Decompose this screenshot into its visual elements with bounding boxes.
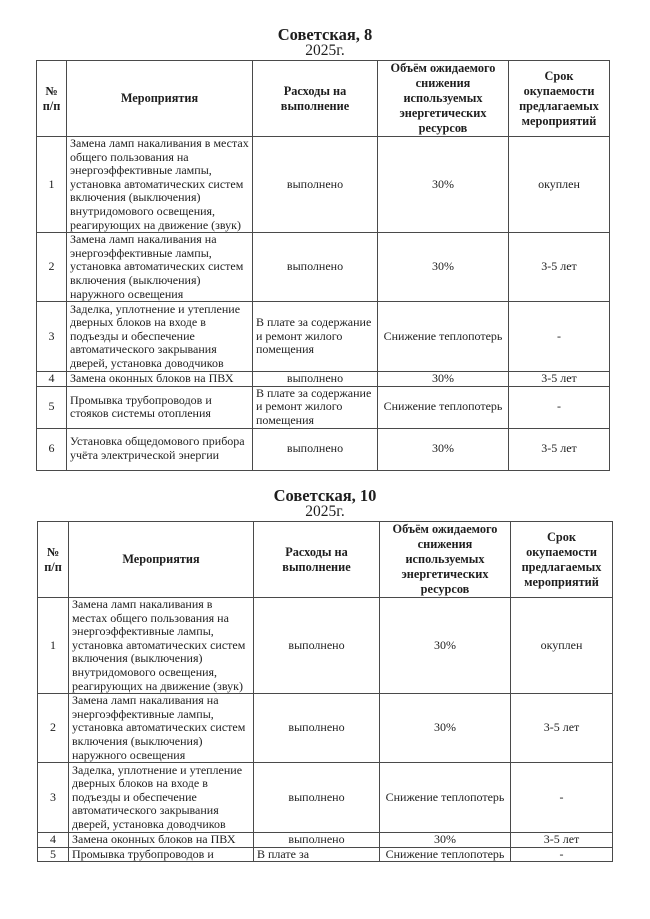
- row-reduction: Снижение теплопотерь: [380, 847, 511, 862]
- row-reduction: 30%: [378, 137, 509, 233]
- table-row: [38, 847, 613, 862]
- section-title: Советская, 8: [277, 25, 373, 44]
- row-cost: выполнено: [254, 694, 380, 763]
- row-cost: выполнено: [254, 763, 380, 833]
- row-payback: -: [511, 847, 613, 862]
- row-payback: -: [511, 763, 613, 833]
- row-measure: Заделка, уплотнение и утепление дверных блоков на входе в подъезды и обеспечение автоматического закрывания дверей, установка доводчиков: [69, 763, 254, 833]
- header-num: № п/п: [37, 61, 67, 137]
- row-reduction: 30%: [378, 428, 509, 470]
- header-measures: Мероприятия: [69, 522, 254, 598]
- header-payback: Срок окупаемости предлагаемых мероприятий: [511, 522, 613, 598]
- row-num: 3: [38, 763, 69, 833]
- measures-table: [36, 60, 610, 471]
- row-reduction: 30%: [378, 372, 509, 387]
- row-num: 5: [38, 847, 69, 862]
- row-reduction: 30%: [380, 694, 511, 763]
- row-cost: выполнено: [253, 233, 378, 302]
- row-payback: окуплен: [511, 598, 613, 694]
- row-measure: Заделка, уплотнение и утепление дверных блоков на входе в подъезды и обеспечение автоматического закрывания дверей, установка доводчиков: [67, 302, 253, 372]
- section-year: 2025г.: [305, 42, 345, 59]
- row-cost: выполнено: [253, 372, 378, 387]
- row-num: 4: [38, 833, 69, 848]
- row-cost: выполнено: [254, 833, 380, 848]
- row-cost: В плате за содержание и ремонт жилого помещения: [253, 386, 378, 428]
- row-reduction: 30%: [380, 833, 511, 848]
- measures-table: [37, 521, 613, 862]
- header-num: № п/п: [38, 522, 69, 598]
- header-cost: Расходы на выполнение: [253, 61, 378, 137]
- row-num: 5: [37, 386, 67, 428]
- row-measure: Промывка трубопроводов и стояков системы отопления: [67, 386, 253, 428]
- row-measure: Установка общедомового прибора учёта электрической энергии: [67, 428, 253, 470]
- row-reduction: 30%: [380, 598, 511, 694]
- table-row: [37, 428, 610, 470]
- row-measure: Замена ламп накаливания на энергоэффективные лампы, установка автоматических систем включения (выключения) наружного освещения: [67, 233, 253, 302]
- row-cost: выполнено: [253, 428, 378, 470]
- row-payback: 3-5 лет: [509, 428, 610, 470]
- row-num: 6: [37, 428, 67, 470]
- row-measure: Замена оконных блоков на ПВХ: [69, 833, 254, 848]
- row-reduction: 30%: [378, 233, 509, 302]
- row-measure: Промывка трубопроводов и: [69, 847, 254, 862]
- table-row: [37, 372, 610, 387]
- row-payback: -: [509, 302, 610, 372]
- row-payback: 3-5 лет: [509, 233, 610, 302]
- section-title: Советская, 10: [273, 486, 377, 505]
- section-year: 2025г.: [305, 503, 345, 520]
- row-measure: Замена оконных блоков на ПВХ: [67, 372, 253, 387]
- table-row: [37, 233, 610, 302]
- row-measure: Замена ламп накаливания в местах общего пользования на энергоэффективные лампы, установка автоматических систем включения (выключения) внутридомового освещения, реагирующих на движение (звук): [67, 137, 253, 233]
- row-reduction: Снижение теплопотерь: [380, 763, 511, 833]
- row-measure: Замена ламп накаливания на энергоэффективные лампы, установка автоматических систем включения (выключения) наружного освещения: [69, 694, 254, 763]
- row-reduction: Снижение теплопотерь: [378, 302, 509, 372]
- table-row: [38, 694, 613, 763]
- row-payback: -: [509, 386, 610, 428]
- row-measure: Замена ламп накаливания в местах общего пользования на энергоэффективные лампы, установка автоматических систем включения (выключения) внутридомового освещения, реагирующих на движение (звук): [69, 598, 254, 694]
- row-num: 1: [38, 598, 69, 694]
- row-payback: 3-5 лет: [509, 372, 610, 387]
- row-payback: 3-5 лет: [511, 833, 613, 848]
- table-row: [37, 386, 610, 428]
- header-reduction: Объём ожидаемого снижения используемых энергетических ресурсов: [380, 522, 511, 598]
- row-cost: выполнено: [254, 598, 380, 694]
- table-row: [38, 763, 613, 833]
- header-reduction: Объём ожидаемого снижения используемых энергетических ресурсов: [378, 61, 509, 137]
- table-row: [37, 302, 610, 372]
- row-cost: В плате за содержание и ремонт жилого помещения: [253, 302, 378, 372]
- table-row: [37, 137, 610, 233]
- row-num: 3: [37, 302, 67, 372]
- table-row: [38, 833, 613, 848]
- table-header-row: [37, 61, 610, 137]
- row-reduction: Снижение теплопотерь: [378, 386, 509, 428]
- header-measures: Мероприятия: [67, 61, 253, 137]
- row-payback: окуплен: [509, 137, 610, 233]
- header-payback: Срок окупаемости предлагаемых мероприятий: [509, 61, 610, 137]
- table-header-row: [38, 522, 613, 598]
- header-cost: Расходы на выполнение: [254, 522, 380, 598]
- row-cost: выполнено: [253, 137, 378, 233]
- row-num: 2: [37, 233, 67, 302]
- row-num: 2: [38, 694, 69, 763]
- table-row: [38, 598, 613, 694]
- row-cost: В плате за: [254, 847, 380, 862]
- row-payback: 3-5 лет: [511, 694, 613, 763]
- row-num: 4: [37, 372, 67, 387]
- row-num: 1: [37, 137, 67, 233]
